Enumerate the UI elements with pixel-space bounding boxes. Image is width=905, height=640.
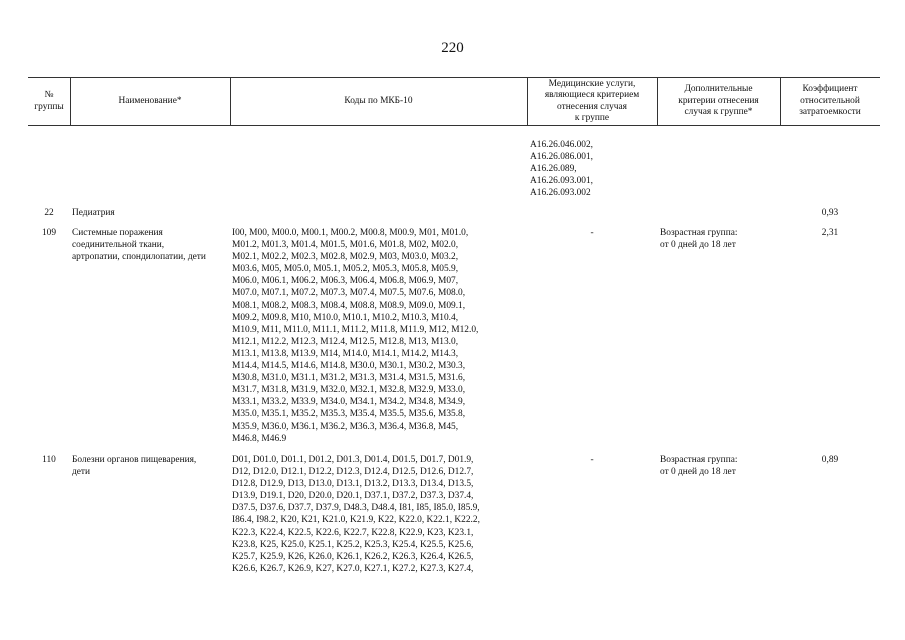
coefficient: 2,31 xyxy=(821,228,839,238)
group-number: 109 xyxy=(41,228,57,238)
header-name: Наименование* xyxy=(118,95,182,106)
group-name: Болезни органов пищеварения, дети xyxy=(72,455,197,478)
additional-criteria: Возрастная группа: от 0 дней до 18 лет xyxy=(660,228,738,251)
icd-codes: D01, D01.0, D01.1, D01.2, D01.3, D01.4, D01.5, D01.7, D01.9, D12, D12.0, D12.1, D12.2, D12.3, D12.4, D12.5, D12.6, D12.7, D12.8, D12.9, D13, D13.0, D13.1, D13.2, D13.3, D13.4, D13.5, D13.9, D19.1, D20, D20.0, D20.1, D37.1, D37.2, D37.3, D37.4, D37.5, D37.6, D37.7, D37.9, D48.3, D48.4, I81, I85, I85.0, I85.9, I86.4, I98.2, K20, K21, K21.0, K21.9, K22, K22.0, K22.1, K22.2, K22.3, K22.4, K22.5, K22.6, K22.7, K22.8, K22.9, K23, K23.1, K23.8, K25, K25.0, K25.1, K25.2, K25.3, K25.4, K25.5, K25.6, K25.7, K25.9, K26, K26.0, K26.1, K26.2, K26.3, K26.4, K26.5, K26.6, K26.7, K26.9, K27, K27.0, K27.1, K27.2, K27.3, K27.4, xyxy=(232,455,480,574)
icd-codes: I00, M00, M00.0, M00.1, M00.2, M00.8, M00.9, M01, M01.0, M01.2, M01.3, M01.4, M01.5, M01.6, M01.8, M02, M02.0, M02.1, M02.2, M02.3, M02.8, M02.9, M03, M03.0, M03.2, M03.6, M05, M05.0, M05.1, M05.2, M05.3, M05.8, M05.9, M06.0, M06.1, M06.2, M06.3, M06.4, M06.8, M06.9, M07, M07.0, M07.1, M07.2, M07.3, M07.4, M07.5, M07.6, M08.0, M08.1, M08.2, M08.3, M08.4, M08.8, M08.9, M09.0, M09.1, M09.2, M09.8, M10, M10.0, M10.1, M10.2, M10.3, M10.4, M10.9, M11, M11.0, M11.1, M11.2, M11.8, M11.9, M12, M12.0, M12.1, M12.2, M12.3, M12.4, M12.5, M12.8, M13, M13.0, M13.1, M13.8, M13.9, M14, M14.0, M14.1, M14.2, M14.3, M14.4, M14.5, M14.6, M14.8, M30.0, M30.1, M30.2, M30.3, M30.8, M31.0, M31.1, M31.2, M31.3, M31.4, M31.5, M31.6, M31.7, M31.8, M31.9, M32.0, M32.1, M32.8, M32.9, M33.0, M33.1, M33.2, M33.9, M34.0, M34.1, M34.2, M34.8, M34.9, M35.0, M35.1, M35.2, M35.3, M35.4, M35.5, M35.6, M35.8, M35.9, M36.0, M36.1, M36.2, M36.3, M36.4, M36.8, M45, M46.8, M46.9 xyxy=(232,228,479,444)
medical-services: - xyxy=(590,228,594,238)
group-name: Системные поражения соединительной ткани, артропатии, спондилопатии, дети xyxy=(72,228,206,263)
group-number: 110 xyxy=(42,455,56,465)
header-icd-codes: Коды по МКБ-10 xyxy=(344,95,413,106)
header-coefficient: Коэффициент относительной затратоемкости xyxy=(799,84,861,118)
additional-criteria: Возрастная группа: от 0 дней до 18 лет xyxy=(660,455,738,478)
header-medical-services: Медицинские услуги, являющиеся критерием отнесения случая к группе xyxy=(544,78,640,123)
profile-coefficient: 0,93 xyxy=(821,208,839,218)
header-additional-criteria: Дополнительные критерии отнесения случая к группе* xyxy=(678,84,759,118)
services-continuation: A16.26.046.002, A16.26.086.001, A16.26.089, A16.26.093.001, A16.26.093.002 xyxy=(530,140,594,199)
profile-name: Педиатрия xyxy=(72,208,115,218)
header-group-number: № группы xyxy=(34,90,64,112)
table-header-bottom-rule xyxy=(28,125,880,126)
profile-number: 22 xyxy=(44,208,54,218)
medical-services: - xyxy=(590,455,594,465)
coefficient: 0,89 xyxy=(821,455,839,465)
page-number: 220 xyxy=(441,40,464,56)
